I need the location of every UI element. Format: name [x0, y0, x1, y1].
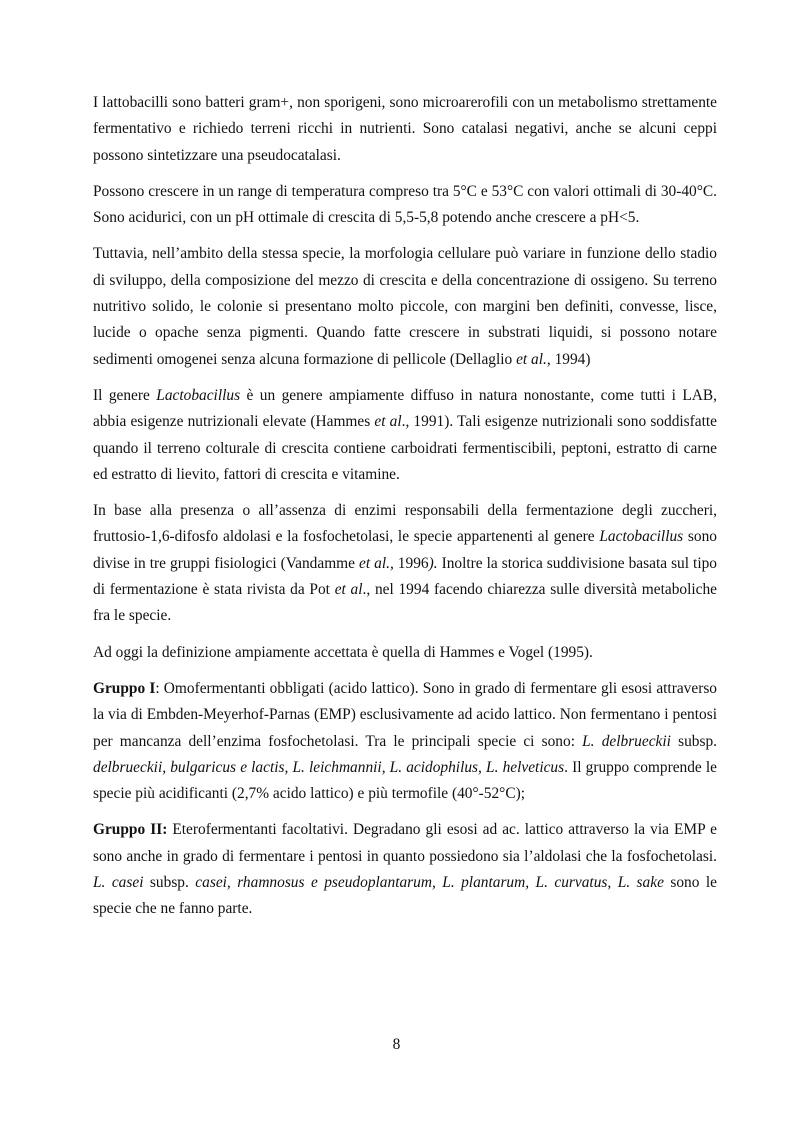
- text-run: sono divise in tre gruppi fisiologici (Vandamme: [93, 528, 717, 572]
- paragraph-temperature-ph: [93, 179, 717, 232]
- body-text: [93, 90, 717, 923]
- italic-run: L. delbrueckii: [582, 732, 671, 750]
- italic-run: L. casei: [93, 874, 144, 892]
- text-run: è un genere ampiamente diffuso in natura nonostante, come tutti i LAB, abbia esigenze nutrizionali elevate (Hammes: [93, 386, 717, 431]
- text-run: subsp.: [670, 732, 717, 750]
- text-run: subsp.: [143, 874, 196, 892]
- paragraph-gruppo-1: [93, 676, 717, 807]
- paragraph-lactobacilli-intro: [93, 90, 717, 169]
- text-run: Eterofermentanti facoltativi. Degradano gli esosi ad ac. lattico attraverso la via EMP e sono anche in grado di fermentare i pentosi in quanto possiedono sia l’aldolasi che la fosfochetolasi.: [93, 821, 717, 865]
- text-run: Ad oggi la definizione ampiamente accettata è quella di Hammes e Vogel (1995).: [93, 643, 593, 661]
- italic-run: et al: [334, 581, 363, 599]
- italic-run: et al.: [516, 350, 547, 368]
- text-run: 1996: [393, 554, 429, 572]
- italic-run: delbrueckii, bulgaricus e lactis, L. leichmannii, L. acidophilus, L. helveticus: [93, 758, 565, 776]
- paragraph-gruppo-2: [93, 817, 717, 922]
- text-run: : Omofermentanti obbligati (acido lattico). Sono in grado di fermentare gli esosi attraverso la via di Embden-Meyerhof-Parnas (EMP) esclusivamente ad acido lattico. Non fermentano i pentosi per mancanza dell’enzima fosfochetolasi. Tra le principali specie ci sono:: [93, 679, 717, 750]
- text-run: ., 1991). Tali esigenze nutrizionali sono soddisfatte quando il terreno colturale di crescita contiene carboidrati fermentiscibili, peptoni, estratto di carne ed estratto di lievito, fattori di crescita e vitamine.: [93, 413, 717, 483]
- text-run: . Il gruppo comprende le specie più acidificanti (2,7% acido lattico) e più termofile (40°-52°C);: [93, 758, 717, 803]
- text-run: I lattobacilli sono batteri gram+, non sporigeni, sono microarerofili con un metabolismo strettamente fermentativo e richiedo terreni ricchi in nutrienti. Sono catalasi negativi, anche se alcuni ceppi possono sintetizzare una pseudocatalasi.: [93, 94, 717, 164]
- paragraph-genus-nutrition: [93, 383, 717, 488]
- italic-run: et al: [374, 413, 402, 431]
- text-run: , 1994): [546, 350, 591, 368]
- bold-run: Gruppo I: [93, 679, 156, 697]
- italic-run: casei, rhamnosus e pseudoplantarum, L. plantarum, L. curvatus, L. sake: [195, 874, 664, 892]
- text-run: ., nel 1994 facendo chiarezza sulle diversità metaboliche fra le specie.: [93, 581, 717, 625]
- paragraph-physiological-groups: [93, 498, 717, 629]
- text-run: Tuttavia, nell’ambito della stessa specie, la morfologia cellulare può variare in funzione dello stadio di sviluppo, della composizione del mezzo di crescita e della concentrazione di ossigeno. Su terreno nutritivo solido, le colonie si presentano molto piccole, con margini ben definiti, convesse, lisce, lucide o opache senza pigmenti. Quando fatte crescere in substrati liquidi, si possono notare sedimenti omogenei senza alcuna formazione di pellicole (Dellaglio: [93, 245, 717, 368]
- italic-run: Lactobacillus: [156, 386, 241, 404]
- text-run: Possono crescere in un range di temperatura compreso tra 5°C e 53°C con valori ottimali di 30-40°C. Sono acidurici, con un pH ottimale di crescita di 5,5-5,8 potendo anche crescere a pH<5.: [93, 182, 717, 227]
- italic-run: Lactobacillus: [599, 528, 684, 546]
- page-number: 8: [392, 1036, 401, 1053]
- text-run: In base alla presenza o all’assenza di enzimi responsabili della fermentazione degli zuccheri, fruttosio-1,6-difosfo aldolasi e la fosfochetolasi, le specie appartenenti al genere: [93, 502, 717, 546]
- italic-run: ).: [428, 554, 438, 572]
- text-run: Inoltre la storica suddivisione basata sul tipo di fermentazione è stata rivista da Pot: [93, 554, 717, 599]
- paragraph-morphology: [93, 241, 717, 372]
- text-run: Il genere: [93, 386, 157, 404]
- italic-run: et al.,: [359, 554, 394, 572]
- paragraph-definition: [93, 640, 717, 666]
- text-run: sono le specie che ne fanno parte.: [93, 874, 717, 918]
- bold-run: Gruppo II:: [93, 821, 168, 839]
